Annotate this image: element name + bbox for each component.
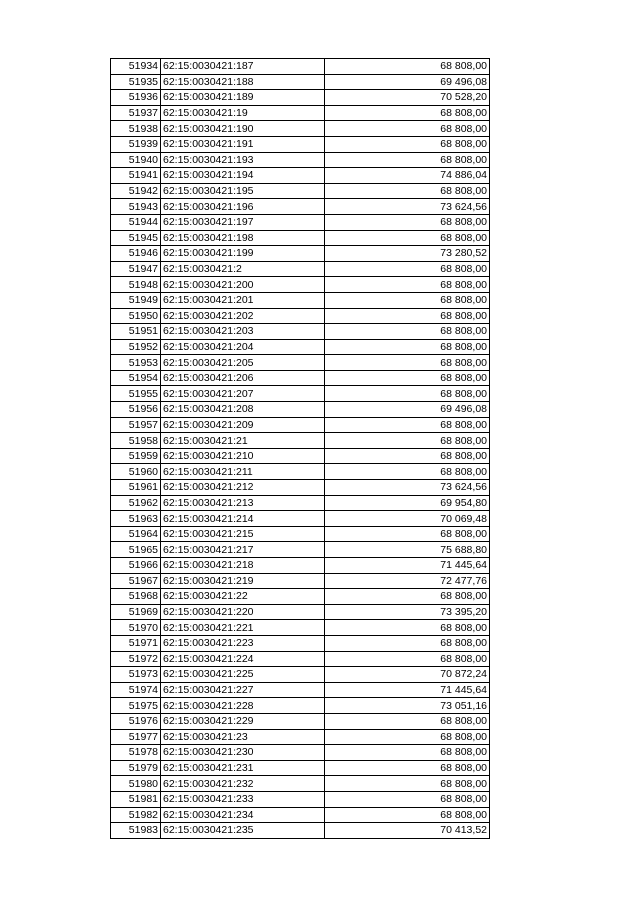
cadastral-number-cell: 62:15:0030421:231 <box>161 760 325 776</box>
table-row <box>111 823 490 839</box>
value-cell: 75 688,80 <box>325 542 490 558</box>
row-number-cell: 51935 <box>111 74 161 90</box>
table-row <box>111 59 490 75</box>
cadastral-number-cell: 62:15:0030421:223 <box>161 635 325 651</box>
row-number-cell: 51963 <box>111 511 161 527</box>
cadastral-number-cell: 62:15:0030421:232 <box>161 776 325 792</box>
row-number-cell: 51968 <box>111 589 161 605</box>
table-row <box>111 370 490 386</box>
table-row <box>111 511 490 527</box>
table-row <box>111 651 490 667</box>
table-row <box>111 698 490 714</box>
cadastral-number-cell: 62:15:0030421:212 <box>161 480 325 496</box>
cadastral-number-cell: 62:15:0030421:208 <box>161 402 325 418</box>
cadastral-number-cell: 62:15:0030421:193 <box>161 152 325 168</box>
value-cell: 69 496,08 <box>325 74 490 90</box>
cadastral-number-cell: 62:15:0030421:205 <box>161 355 325 371</box>
row-number-cell: 51980 <box>111 776 161 792</box>
cadastral-number-cell: 62:15:0030421:187 <box>161 59 325 75</box>
row-number-cell: 51973 <box>111 667 161 683</box>
table-row <box>111 324 490 340</box>
cadastral-number-cell: 62:15:0030421:225 <box>161 667 325 683</box>
row-number-cell: 51972 <box>111 651 161 667</box>
table-row <box>111 526 490 542</box>
cadastral-number-cell: 62:15:0030421:224 <box>161 651 325 667</box>
cadastral-number-cell: 62:15:0030421:190 <box>161 121 325 137</box>
row-number-cell: 51954 <box>111 370 161 386</box>
value-cell: 69 954,80 <box>325 495 490 511</box>
cadastral-number-cell: 62:15:0030421:206 <box>161 370 325 386</box>
value-cell: 70 069,48 <box>325 511 490 527</box>
row-number-cell: 51939 <box>111 136 161 152</box>
table-row <box>111 339 490 355</box>
table-row <box>111 90 490 106</box>
table-row <box>111 620 490 636</box>
cadastral-number-cell: 62:15:0030421:219 <box>161 573 325 589</box>
table-row <box>111 386 490 402</box>
table-row <box>111 760 490 776</box>
table-row <box>111 230 490 246</box>
row-number-cell: 51950 <box>111 308 161 324</box>
table-row <box>111 480 490 496</box>
table-row <box>111 776 490 792</box>
cadastral-number-cell: 62:15:0030421:197 <box>161 214 325 230</box>
row-number-cell: 51943 <box>111 199 161 215</box>
row-number-cell: 51951 <box>111 324 161 340</box>
cadastral-number-cell: 62:15:0030421:188 <box>161 74 325 90</box>
value-cell: 69 496,08 <box>325 402 490 418</box>
cadastral-number-cell: 62:15:0030421:195 <box>161 183 325 199</box>
cadastral-number-cell: 62:15:0030421:198 <box>161 230 325 246</box>
cadastral-number-cell: 62:15:0030421:233 <box>161 791 325 807</box>
row-number-cell: 51936 <box>111 90 161 106</box>
table-row <box>111 168 490 184</box>
row-number-cell: 51969 <box>111 604 161 620</box>
cadastral-number-cell: 62:15:0030421:213 <box>161 495 325 511</box>
table-row <box>111 199 490 215</box>
row-number-cell: 51960 <box>111 464 161 480</box>
table-row <box>111 152 490 168</box>
row-number-cell: 51967 <box>111 573 161 589</box>
cadastral-number-cell: 62:15:0030421:203 <box>161 324 325 340</box>
table-row <box>111 121 490 137</box>
cadastral-number-cell: 62:15:0030421:235 <box>161 823 325 839</box>
value-cell: 68 808,00 <box>325 183 490 199</box>
value-cell: 68 808,00 <box>325 339 490 355</box>
row-number-cell: 51948 <box>111 277 161 293</box>
row-number-cell: 51956 <box>111 402 161 418</box>
value-cell: 71 445,64 <box>325 682 490 698</box>
row-number-cell: 51959 <box>111 448 161 464</box>
row-number-cell: 51976 <box>111 713 161 729</box>
value-cell: 73 280,52 <box>325 246 490 262</box>
value-cell: 68 808,00 <box>325 807 490 823</box>
cadastral-number-cell: 62:15:0030421:23 <box>161 729 325 745</box>
value-cell: 68 808,00 <box>325 355 490 371</box>
table-row <box>111 355 490 371</box>
value-cell: 68 808,00 <box>325 448 490 464</box>
cadastral-value-table <box>110 58 490 839</box>
table-row <box>111 433 490 449</box>
cadastral-number-cell: 62:15:0030421:196 <box>161 199 325 215</box>
value-cell: 68 808,00 <box>325 464 490 480</box>
row-number-cell: 51961 <box>111 480 161 496</box>
value-cell: 68 808,00 <box>325 324 490 340</box>
value-cell: 68 808,00 <box>325 791 490 807</box>
value-cell: 73 051,16 <box>325 698 490 714</box>
cadastral-number-cell: 62:15:0030421:199 <box>161 246 325 262</box>
value-cell: 74 886,04 <box>325 168 490 184</box>
row-number-cell: 51983 <box>111 823 161 839</box>
value-cell: 71 445,64 <box>325 558 490 574</box>
cadastral-number-cell: 62:15:0030421:227 <box>161 682 325 698</box>
table-row <box>111 308 490 324</box>
value-cell: 68 808,00 <box>325 121 490 137</box>
row-number-cell: 51971 <box>111 635 161 651</box>
value-cell: 73 624,56 <box>325 199 490 215</box>
table-row <box>111 183 490 199</box>
value-cell: 68 808,00 <box>325 277 490 293</box>
value-cell: 68 808,00 <box>325 261 490 277</box>
value-cell: 68 808,00 <box>325 308 490 324</box>
cadastral-number-cell: 62:15:0030421:211 <box>161 464 325 480</box>
row-number-cell: 51938 <box>111 121 161 137</box>
row-number-cell: 51977 <box>111 729 161 745</box>
cadastral-number-cell: 62:15:0030421:207 <box>161 386 325 402</box>
table-row <box>111 246 490 262</box>
value-cell: 73 395,20 <box>325 604 490 620</box>
cadastral-number-cell: 62:15:0030421:194 <box>161 168 325 184</box>
value-cell: 68 808,00 <box>325 526 490 542</box>
table-row <box>111 417 490 433</box>
cadastral-number-cell: 62:15:0030421:204 <box>161 339 325 355</box>
table-row <box>111 74 490 90</box>
cadastral-number-cell: 62:15:0030421:202 <box>161 308 325 324</box>
row-number-cell: 51962 <box>111 495 161 511</box>
table-row <box>111 105 490 121</box>
cadastral-number-cell: 62:15:0030421:234 <box>161 807 325 823</box>
table-row <box>111 729 490 745</box>
table-row <box>111 635 490 651</box>
value-cell: 68 808,00 <box>325 433 490 449</box>
cadastral-number-cell: 62:15:0030421:220 <box>161 604 325 620</box>
value-cell: 68 808,00 <box>325 370 490 386</box>
cadastral-number-cell: 62:15:0030421:229 <box>161 713 325 729</box>
row-number-cell: 51953 <box>111 355 161 371</box>
table-row <box>111 604 490 620</box>
cadastral-number-cell: 62:15:0030421:215 <box>161 526 325 542</box>
row-number-cell: 51940 <box>111 152 161 168</box>
table-row <box>111 261 490 277</box>
row-number-cell: 51974 <box>111 682 161 698</box>
value-cell: 68 808,00 <box>325 59 490 75</box>
cadastral-number-cell: 62:15:0030421:19 <box>161 105 325 121</box>
table-row <box>111 558 490 574</box>
value-cell: 68 808,00 <box>325 776 490 792</box>
row-number-cell: 51978 <box>111 745 161 761</box>
row-number-cell: 51964 <box>111 526 161 542</box>
value-cell: 72 477,76 <box>325 573 490 589</box>
table-row <box>111 277 490 293</box>
row-number-cell: 51934 <box>111 59 161 75</box>
table-row <box>111 713 490 729</box>
table-row <box>111 745 490 761</box>
value-cell: 68 808,00 <box>325 635 490 651</box>
value-cell: 68 808,00 <box>325 152 490 168</box>
value-cell: 70 413,52 <box>325 823 490 839</box>
table-row <box>111 682 490 698</box>
row-number-cell: 51965 <box>111 542 161 558</box>
table-row <box>111 807 490 823</box>
value-cell: 68 808,00 <box>325 729 490 745</box>
value-cell: 68 808,00 <box>325 651 490 667</box>
value-cell: 68 808,00 <box>325 713 490 729</box>
cadastral-number-cell: 62:15:0030421:221 <box>161 620 325 636</box>
table-row <box>111 464 490 480</box>
cadastral-number-cell: 62:15:0030421:21 <box>161 433 325 449</box>
row-number-cell: 51944 <box>111 214 161 230</box>
table-row <box>111 495 490 511</box>
table-body <box>111 59 490 839</box>
value-cell: 68 808,00 <box>325 620 490 636</box>
row-number-cell: 51957 <box>111 417 161 433</box>
row-number-cell: 51937 <box>111 105 161 121</box>
value-cell: 70 872,24 <box>325 667 490 683</box>
table-row <box>111 402 490 418</box>
table-row <box>111 136 490 152</box>
row-number-cell: 51966 <box>111 558 161 574</box>
row-number-cell: 51947 <box>111 261 161 277</box>
value-cell: 68 808,00 <box>325 136 490 152</box>
row-number-cell: 51979 <box>111 760 161 776</box>
value-cell: 68 808,00 <box>325 760 490 776</box>
value-cell: 68 808,00 <box>325 214 490 230</box>
table-row <box>111 667 490 683</box>
value-cell: 73 624,56 <box>325 480 490 496</box>
table-row <box>111 542 490 558</box>
cadastral-number-cell: 62:15:0030421:218 <box>161 558 325 574</box>
cadastral-number-cell: 62:15:0030421:200 <box>161 277 325 293</box>
row-number-cell: 51941 <box>111 168 161 184</box>
row-number-cell: 51982 <box>111 807 161 823</box>
table-row <box>111 573 490 589</box>
cadastral-number-cell: 62:15:0030421:201 <box>161 292 325 308</box>
cadastral-number-cell: 62:15:0030421:214 <box>161 511 325 527</box>
row-number-cell: 51958 <box>111 433 161 449</box>
cadastral-number-cell: 62:15:0030421:217 <box>161 542 325 558</box>
cadastral-number-cell: 62:15:0030421:230 <box>161 745 325 761</box>
cadastral-number-cell: 62:15:0030421:210 <box>161 448 325 464</box>
table-row <box>111 214 490 230</box>
table-row <box>111 448 490 464</box>
value-cell: 68 808,00 <box>325 745 490 761</box>
value-cell: 68 808,00 <box>325 230 490 246</box>
value-cell: 68 808,00 <box>325 105 490 121</box>
cadastral-number-cell: 62:15:0030421:189 <box>161 90 325 106</box>
value-cell: 68 808,00 <box>325 589 490 605</box>
row-number-cell: 51949 <box>111 292 161 308</box>
table-row <box>111 292 490 308</box>
cadastral-number-cell: 62:15:0030421:191 <box>161 136 325 152</box>
table-row <box>111 791 490 807</box>
value-cell: 70 528,20 <box>325 90 490 106</box>
cadastral-number-cell: 62:15:0030421:2 <box>161 261 325 277</box>
table-row <box>111 589 490 605</box>
value-cell: 68 808,00 <box>325 386 490 402</box>
row-number-cell: 51955 <box>111 386 161 402</box>
cadastral-number-cell: 62:15:0030421:22 <box>161 589 325 605</box>
row-number-cell: 51945 <box>111 230 161 246</box>
row-number-cell: 51946 <box>111 246 161 262</box>
row-number-cell: 51981 <box>111 791 161 807</box>
row-number-cell: 51970 <box>111 620 161 636</box>
row-number-cell: 51952 <box>111 339 161 355</box>
cadastral-number-cell: 62:15:0030421:228 <box>161 698 325 714</box>
row-number-cell: 51942 <box>111 183 161 199</box>
cadastral-number-cell: 62:15:0030421:209 <box>161 417 325 433</box>
value-cell: 68 808,00 <box>325 417 490 433</box>
row-number-cell: 51975 <box>111 698 161 714</box>
value-cell: 68 808,00 <box>325 292 490 308</box>
